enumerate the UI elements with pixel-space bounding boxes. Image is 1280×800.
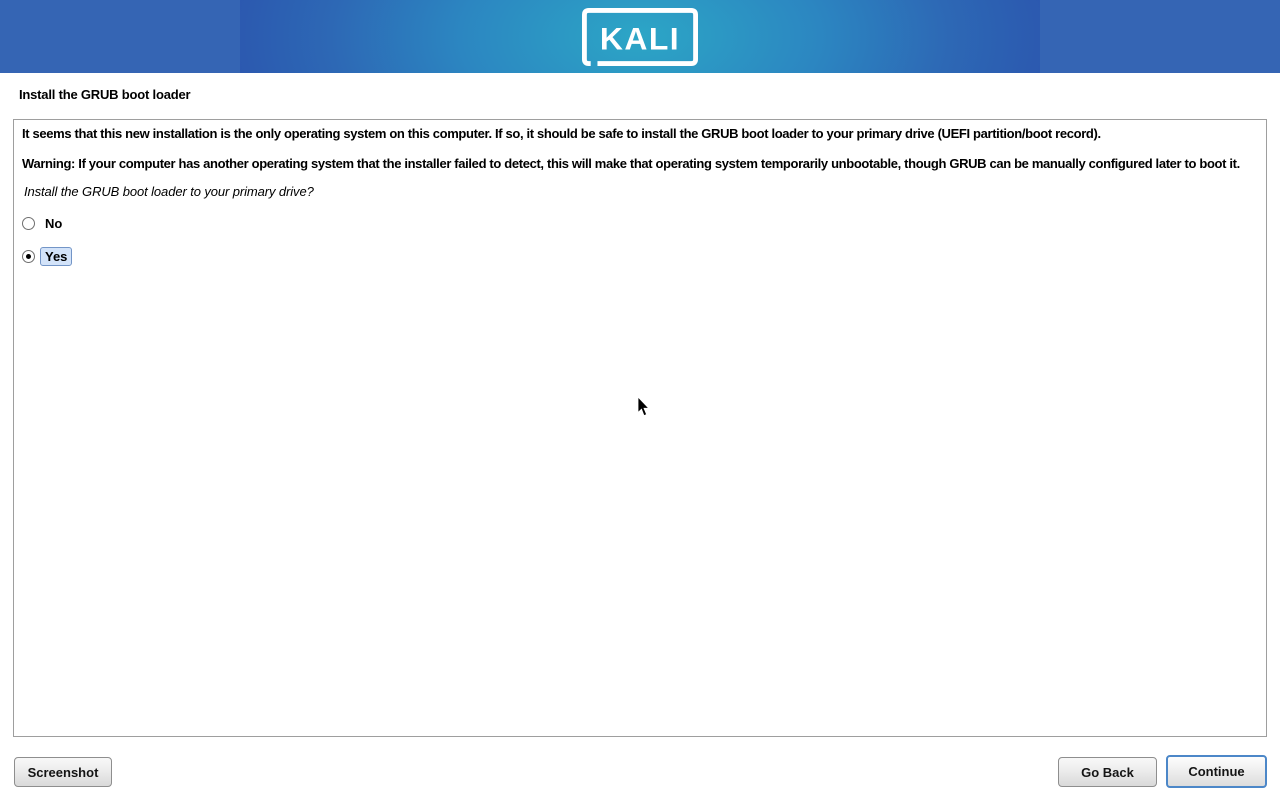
radio-option-no-label: No <box>45 215 63 231</box>
question-label: Install the GRUB boot loader to your primary drive? <box>24 184 314 199</box>
go-back-button[interactable]: Go Back <box>1058 757 1157 787</box>
info-paragraph: It seems that this new installation is the only operating system on this computer. If so, it should be safe to install the GRUB boot loader to your primary drive (UEFI partition/boot record). <box>22 126 1101 141</box>
kali-logo-icon <box>582 8 698 66</box>
page-title: Install the GRUB boot loader <box>19 87 191 102</box>
grub-install-panel <box>13 119 1267 737</box>
radio-option-no[interactable] <box>22 214 1258 232</box>
screenshot-button[interactable]: Screenshot <box>14 757 112 787</box>
radio-selected-icon[interactable] <box>22 250 35 263</box>
continue-button[interactable]: Continue <box>1166 755 1267 788</box>
radio-unselected-icon[interactable] <box>22 217 35 230</box>
radio-option-yes-label: Yes <box>40 247 72 266</box>
header-banner-gradient <box>240 0 1040 73</box>
kali-logo-text: KALI <box>599 20 681 57</box>
radio-option-yes[interactable] <box>22 247 1258 265</box>
warning-paragraph: Warning: If your computer has another operating system that the installer failed to detect, this will make that operating system temporarily unbootable, though GRUB can be manually configured later to boot it. <box>22 156 1240 171</box>
header-banner <box>0 0 1280 73</box>
